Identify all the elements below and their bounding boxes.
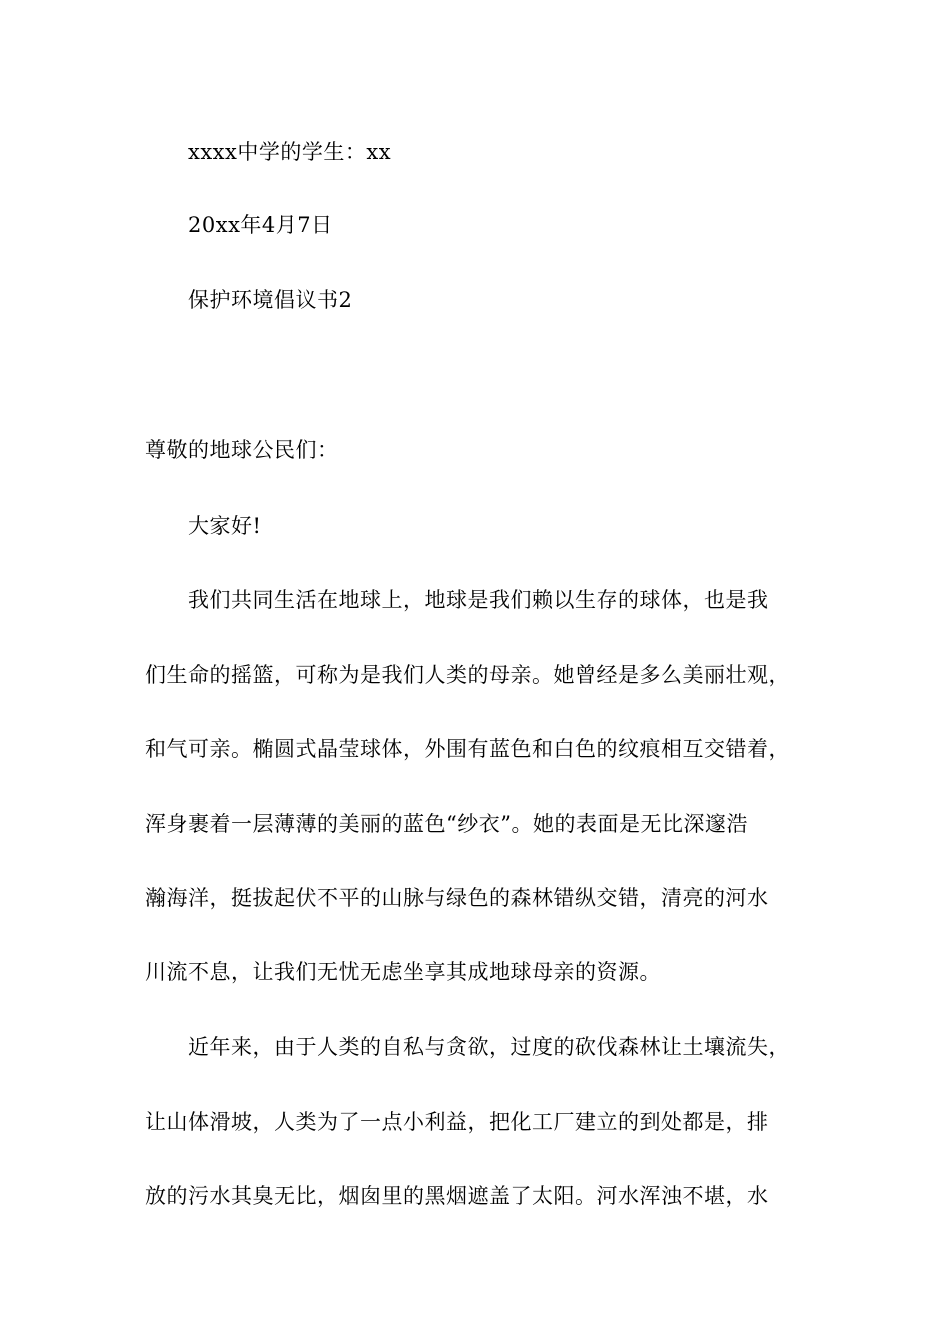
paragraph-line: 浑身裹着一层薄薄的美丽的蓝色“纱衣”。她的表面是无比深邃浩	[145, 812, 748, 836]
signature-line: xxxx中学的学生：xx	[188, 140, 392, 164]
paragraph-line: 我们共同生活在地球上，地球是我们赖以生存的球体，也是我	[188, 588, 769, 612]
document-title: 保护环境倡议书2	[188, 288, 353, 312]
greeting: 大家好!	[188, 514, 262, 538]
paragraph-line: 让山体滑坡，人类为了一点小利益，把化工厂建立的到处都是，排	[145, 1110, 769, 1134]
paragraph-line: 们生命的摇篮，可称为是我们人类的母亲。她曾经是多么美丽壮观，	[145, 663, 790, 687]
date-line: 20xx年4月7日	[188, 213, 333, 237]
salutation: 尊敬的地球公民们：	[145, 438, 339, 462]
paragraph-line: 放的污水其臭无比，烟囱里的黑烟遮盖了太阳。河水浑浊不堪，水	[145, 1184, 769, 1208]
paragraph-line: 近年来，由于人类的自私与贪欲，过度的砍伐森林让土壤流失，	[188, 1035, 790, 1059]
paragraph-line: 瀚海洋，挺拔起伏不平的山脉与绿色的森林错纵交错，清亮的河水	[145, 886, 769, 910]
paragraph-line: 川流不息，让我们无忧无虑坐享其成地球母亲的资源。	[145, 960, 661, 984]
paragraph-line: 和气可亲。椭圆式晶莹球体，外围有蓝色和白色的纹痕相互交错着，	[145, 737, 790, 761]
